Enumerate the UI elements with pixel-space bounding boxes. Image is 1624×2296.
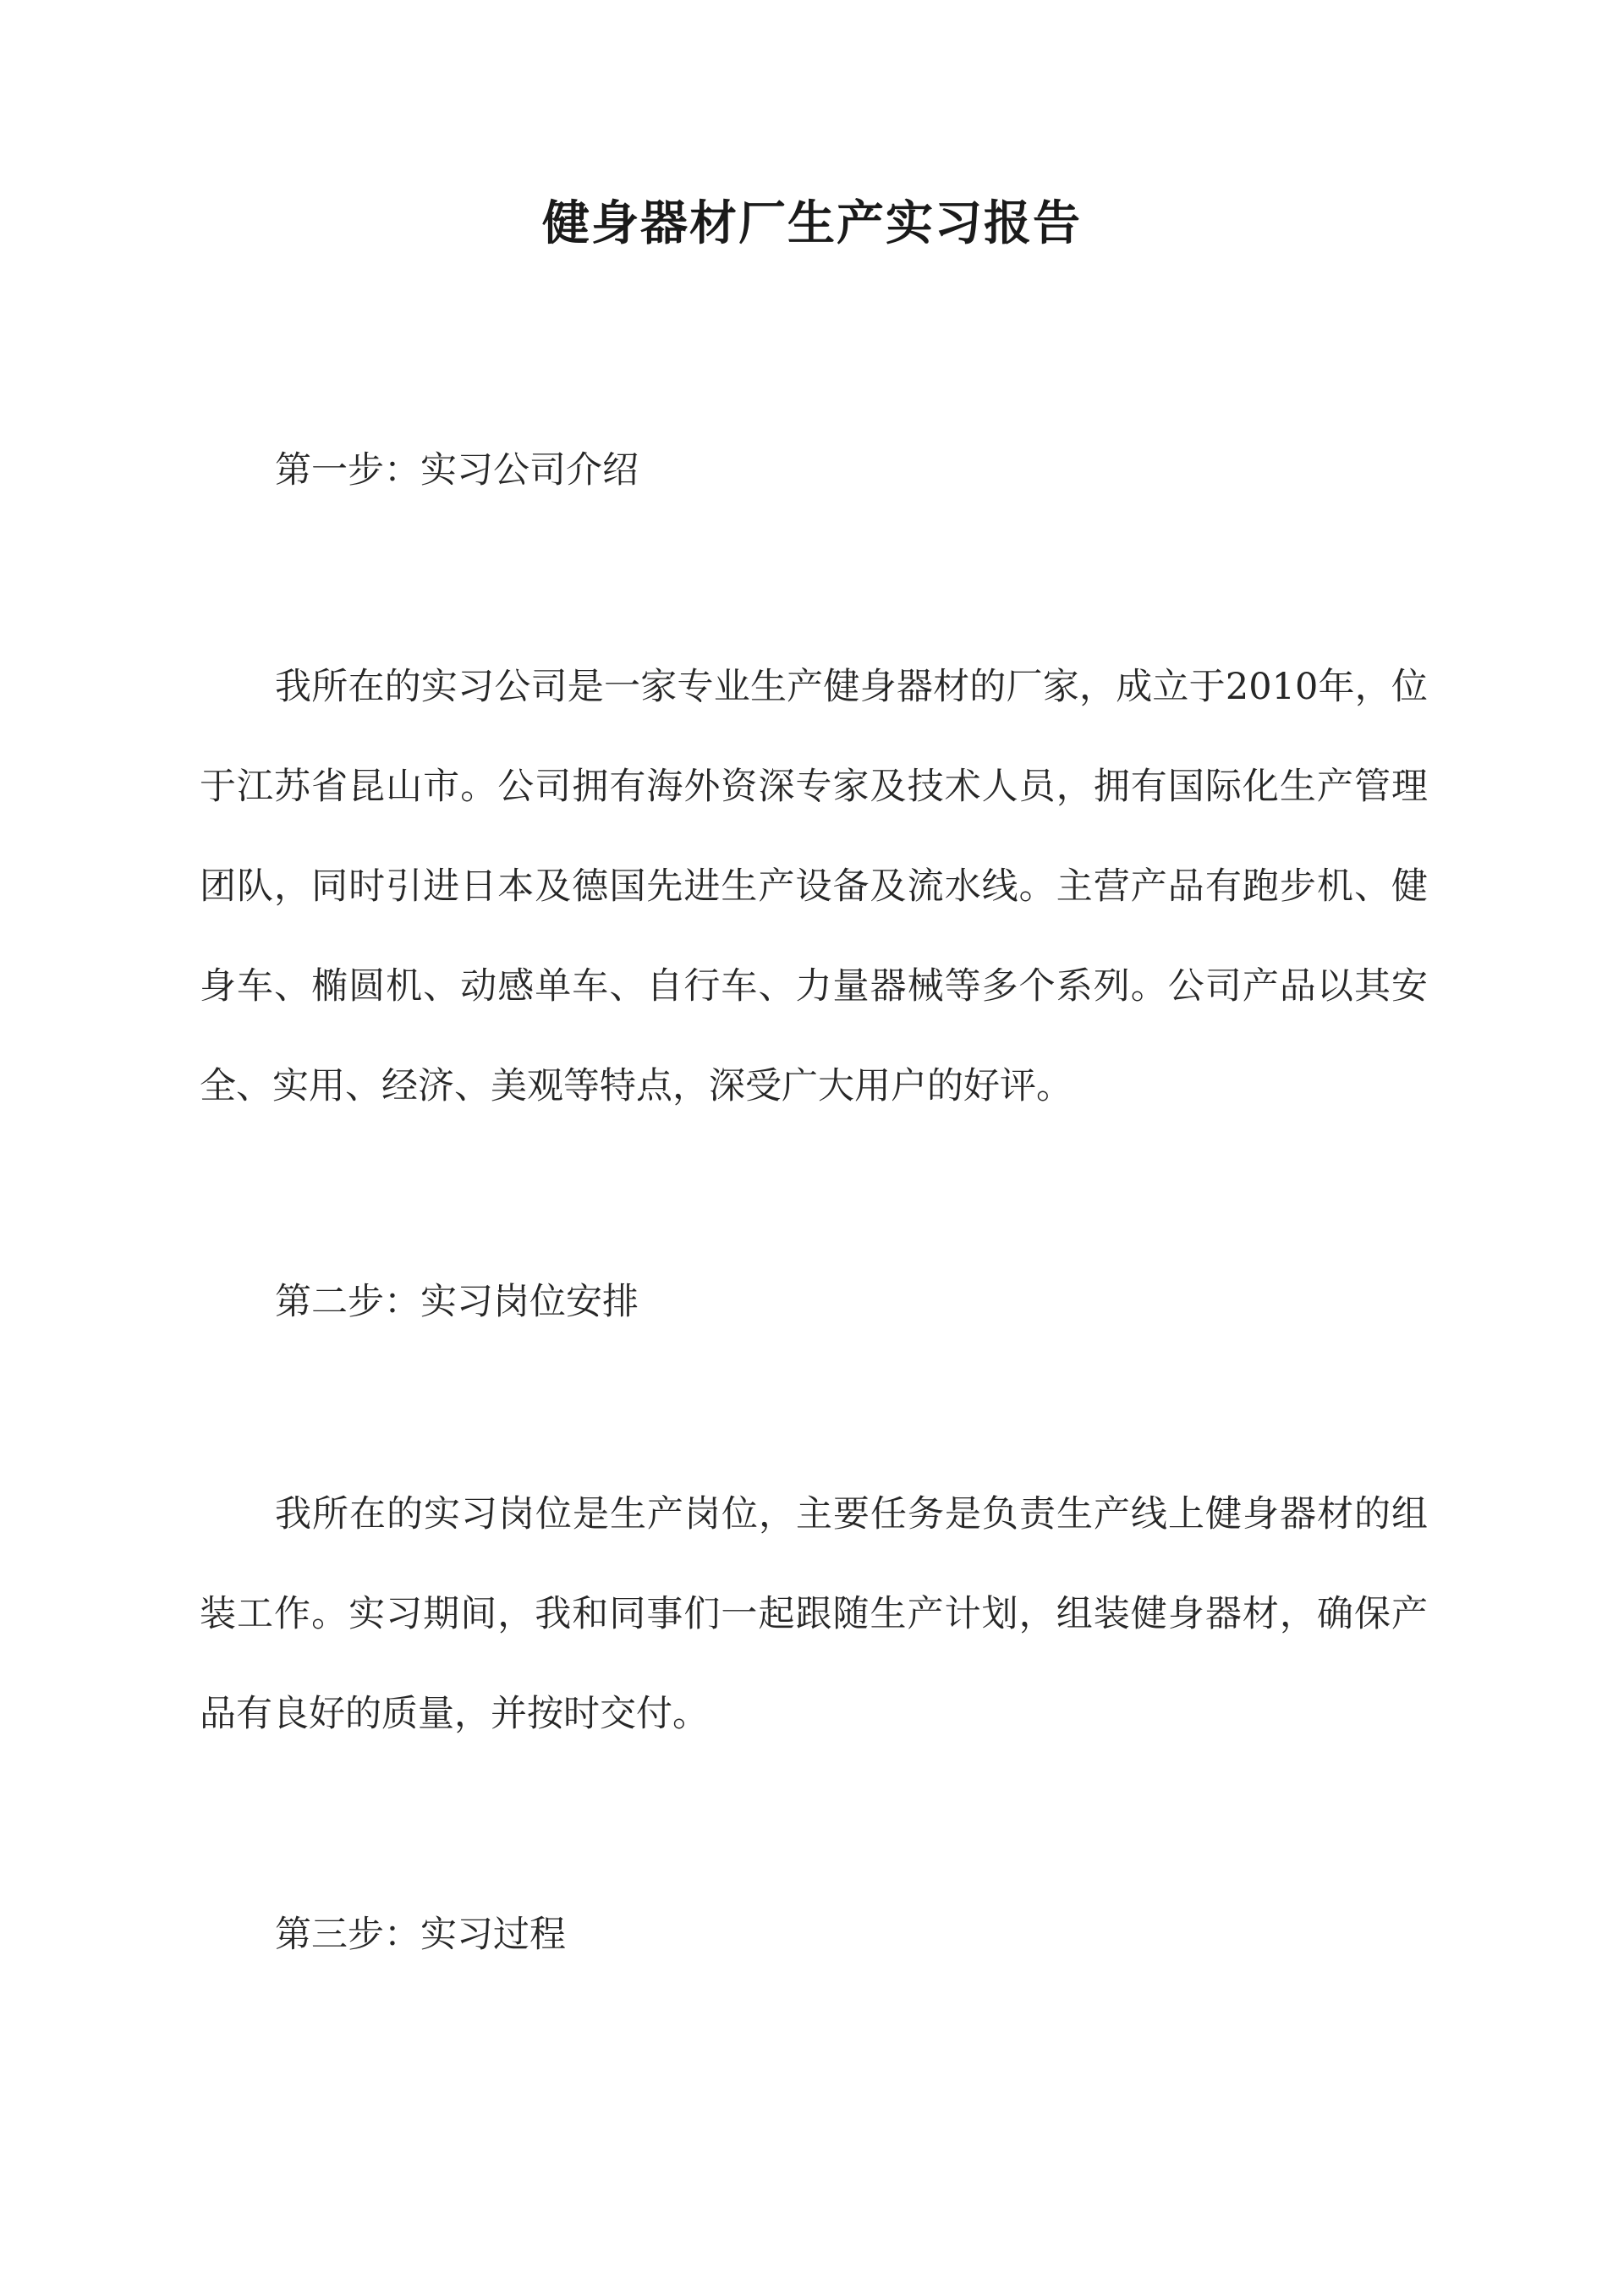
section-body-1: 我所在的实习公司是一家专业生产健身器材的厂家，成立于2010年，位于江苏省昆山市。公司拥有海外资深专家及技术人员，拥有国际化生产管理团队，同时引进日本及德国先进生产设备及流水线。主营产品有跑步机、健身车、椭圆机、动感单车、自行车、力量器械等多个系列。公司产品以其安全、实用、经济、美观等特点，深受广大用户的好评。 [200, 666, 1428, 1107]
section-heading-3: 第三步：实习过程 [275, 1914, 566, 1956]
section-body-2: 我所在的实习岗位是生产岗位，主要任务是负责生产线上健身器材的组装工作。实习期间，我和同事们一起跟随生产计划，组装健身器材，确保产品有良好的质量，并按时交付。 [200, 1493, 1428, 1735]
section-heading-1: 第一步：实习公司介绍 [275, 449, 639, 492]
section-heading-2: 第二步：实习岗位安排 [275, 1281, 639, 1323]
document-title: 健身器材厂生产实习报告 [542, 196, 1082, 251]
